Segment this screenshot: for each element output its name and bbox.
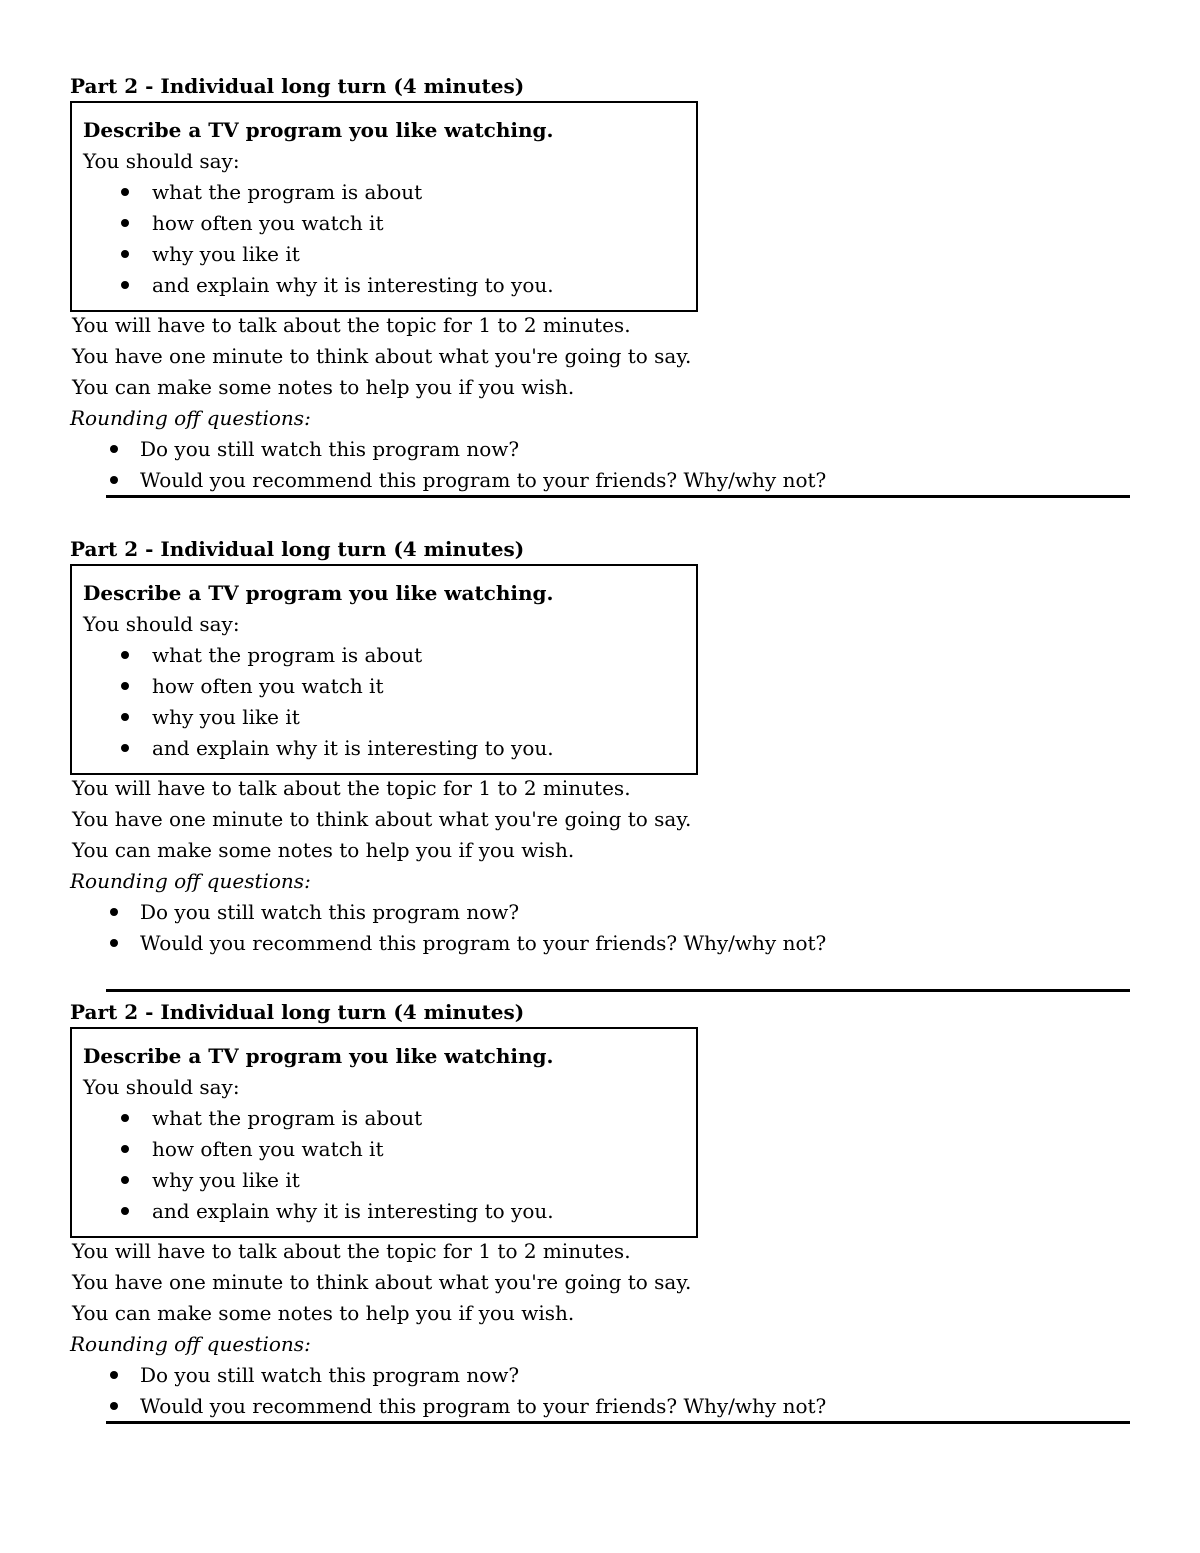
- instruction-line: You will have to talk about the topic for 1 to 2 minutes.: [72, 776, 631, 800]
- task-point: what the program is about: [152, 643, 423, 667]
- task-title: Describe a TV program you like watching.: [83, 1044, 554, 1068]
- bullet-icon: [110, 1371, 118, 1379]
- instruction-line: You can make some notes to help you if you wish.: [72, 838, 575, 862]
- bullet-icon: [121, 1207, 129, 1215]
- task-point: why you like it: [152, 705, 300, 729]
- task-box: [70, 564, 698, 775]
- rounding-question: Would you recommend this program to your friends? Why/why not?: [140, 1394, 827, 1418]
- bullet-icon: [110, 908, 118, 916]
- rounding-label: Rounding off questions:: [70, 869, 311, 893]
- speaking-card: [0, 463, 1200, 955]
- rounding-question: Would you recommend this program to your friends? Why/why not?: [140, 468, 827, 492]
- instruction-line: You have one minute to think about what you're going to say.: [72, 807, 692, 831]
- task-point: and explain why it is interesting to you.: [152, 1199, 554, 1223]
- task-point: and explain why it is interesting to you.: [152, 736, 554, 760]
- task-point: and explain why it is interesting to you.: [152, 273, 554, 297]
- bullet-icon: [121, 1176, 129, 1184]
- task-point: how often you watch it: [152, 1137, 384, 1161]
- task-prompt: You should say:: [83, 149, 240, 173]
- instruction-line: You have one minute to think about what you're going to say.: [72, 344, 692, 368]
- task-point: how often you watch it: [152, 211, 384, 235]
- part-heading: Part 2 - Individual long turn (4 minutes): [70, 1000, 525, 1024]
- bullet-icon: [121, 188, 129, 196]
- rounding-question: Would you recommend this program to your friends? Why/why not?: [140, 931, 827, 955]
- task-box: [70, 101, 698, 312]
- task-prompt: You should say:: [83, 612, 240, 636]
- bullet-icon: [121, 250, 129, 258]
- bullet-icon: [121, 1114, 129, 1122]
- speaking-card: [0, 0, 1200, 492]
- instruction-line: You can make some notes to help you if you wish.: [72, 1301, 575, 1325]
- rounding-question: Do you still watch this program now?: [140, 437, 520, 461]
- task-title: Describe a TV program you like watching.: [83, 118, 554, 142]
- rounding-label: Rounding off questions:: [70, 1332, 311, 1356]
- instruction-line: You will have to talk about the topic for 1 to 2 minutes.: [72, 1239, 631, 1263]
- instruction-line: You will have to talk about the topic for 1 to 2 minutes.: [72, 313, 631, 337]
- bullet-icon: [121, 682, 129, 690]
- rounding-question: Do you still watch this program now?: [140, 900, 520, 924]
- part-heading: Part 2 - Individual long turn (4 minutes): [70, 537, 525, 561]
- bullet-icon: [121, 713, 129, 721]
- part-heading: Part 2 - Individual long turn (4 minutes): [70, 74, 525, 98]
- bullet-icon: [121, 281, 129, 289]
- bullet-icon: [121, 1145, 129, 1153]
- instruction-line: You can make some notes to help you if you wish.: [72, 375, 575, 399]
- bullet-icon: [121, 744, 129, 752]
- task-point: how often you watch it: [152, 674, 384, 698]
- bullet-icon: [110, 445, 118, 453]
- task-point: why you like it: [152, 242, 300, 266]
- task-point: what the program is about: [152, 1106, 423, 1130]
- bullet-icon: [110, 1402, 118, 1410]
- task-prompt: You should say:: [83, 1075, 240, 1099]
- task-title: Describe a TV program you like watching.: [83, 581, 554, 605]
- instruction-line: You have one minute to think about what you're going to say.: [72, 1270, 692, 1294]
- rounding-question: Do you still watch this program now?: [140, 1363, 520, 1387]
- speaking-card: [0, 926, 1200, 1418]
- rounding-label: Rounding off questions:: [70, 406, 311, 430]
- task-point: why you like it: [152, 1168, 300, 1192]
- divider-line: [106, 1421, 1130, 1424]
- task-box: [70, 1027, 698, 1238]
- task-point: what the program is about: [152, 180, 423, 204]
- bullet-icon: [121, 219, 129, 227]
- bullet-icon: [121, 651, 129, 659]
